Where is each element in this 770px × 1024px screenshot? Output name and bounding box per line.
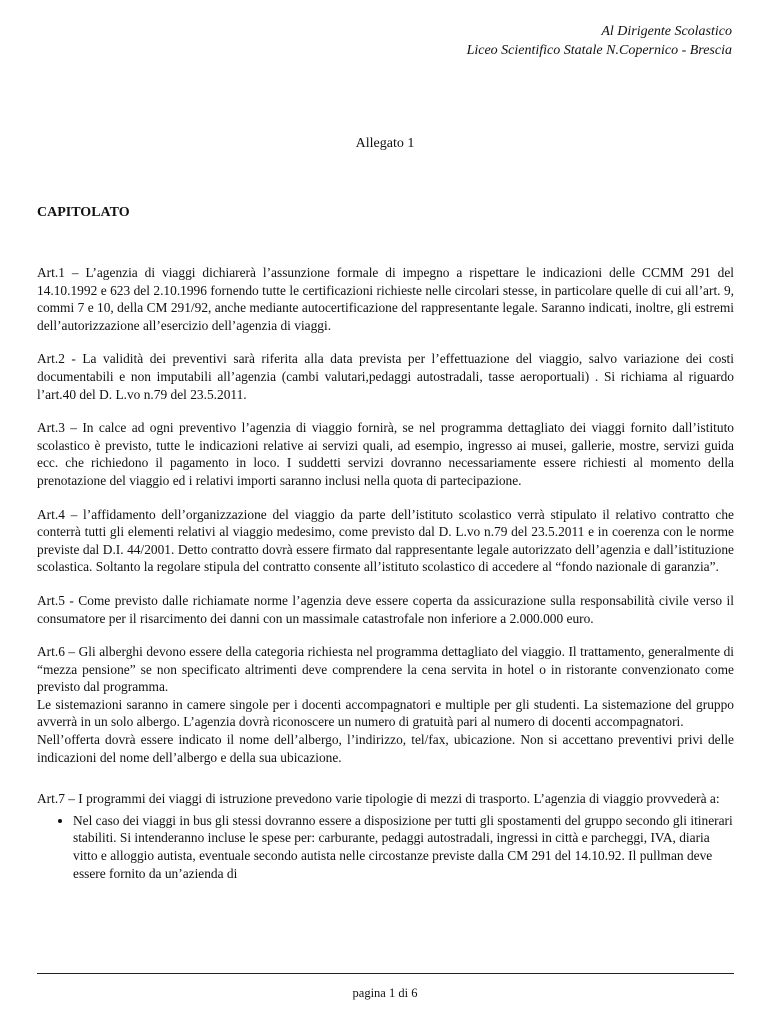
article-2: Art.2 - La validità dei preventivi sarà riferita alla data prevista per l’effettuazione del viaggio, salvo variazione dei costi documentabili e non imputabili all’agenzia (cambi valutari,pedaggi autostradali, tasse aeroportuali) . Si richiama al riguardo l’art.40 del D. L.vo n.79 del 23.5.2011. [37, 351, 734, 402]
document-heading: CAPITOLATO [37, 205, 130, 220]
document-body [37, 264, 734, 882]
footer-divider [37, 973, 734, 974]
list-item: • Nel caso dei viaggi in bus gli stessi dovranno essere a disposizione per tutti gli spostamenti del gruppo secondo gli itinerari stabiliti. Si intenderanno incluse le spese per: carburante, pedaggi autostradali, ingressi in città e parcheggi, IVA, diaria vitto e alloggio autista, eventuale secondo autista nelle circostanze previste dalla CM 291 del 14.10.92. Il pullman deve essere fornito da un’azienda di [73, 812, 734, 882]
article-3: Art.3 – In calce ad ogni preventivo l’agenzia di viaggio fornirà, se nel programma dettagliato dei viaggi fornito dall’istituto scolastico è previsto, tutte le indicazioni relative ai servizi quali, ad esempio, ingresso ai musei, gallerie, mostre, servizi guida ecc. che richiedono il pagamento in loco. I suddetti servizi dovranno necessariamente essere richiesti al momento della prenotazione del viaggio ed i relativi importi saranno inclusi nella quota di partecipazione. [37, 420, 734, 488]
article-6-paragraph-3: Nell’offerta dovrà essere indicato il nome dell’albergo, l’indirizzo, tel/fax, ubicazione. Non si accettano preventivi privi delle indicazioni del nome dell’albergo e della sua ubicazione. [37, 732, 734, 765]
article-6-paragraph-1: Art.6 – Gli alberghi devono essere della categoria richiesta nel programma dettagliato del viaggio. Il trattamento, generalmente di “mezza pensione” se non specificato altrimenti deve comprendere la cena servita in hotel o in ristorante convenzionato come previsto dal programma. [37, 644, 734, 695]
addressee-line-1: Al Dirigente Scolastico [601, 24, 732, 39]
article-7: Art.7 – I programmi dei viaggi di istruzione prevedono varie tipologie di mezzi di trasporto. L’agenzia di viaggio provvederà a: [37, 791, 720, 807]
allegato-label: Allegato 1 [355, 136, 415, 151]
article-1: Art.1 – L’agenzia di viaggi dichiarerà l’assunzione formale di impegno a rispettare le indicazioni delle CCMM 291 del 14.10.1992 e 623 del 2.10.1996 fornendo tutte le certificazioni richieste nelle circolari stesse, in particolare quelle di cui all’art. 9, commi 7 e 10, della CM 291/92, anche mediante autocertificazione del rappresentante legale. Saranno indicati, inoltre, gli estremi dell’autorizzazione all’esercizio dell’agenzia di viaggi. [37, 265, 734, 333]
page-number: pagina 1 di 6 [352, 986, 418, 1000]
addressee-block [467, 22, 732, 60]
addressee-line-2: Liceo Scientifico Statale N.Copernico - Brescia [466, 43, 732, 58]
article-4: Art.4 – l’affidamento dell’organizzazione del viaggio da parte dell’istituto scolastico verrà stipulato il relativo contratto che conterrà tutti gli elementi relativi al viaggio medesimo, come previsto dal D. L.vo n.79 del 23.5.2011 e in coerenza con le norme previste dal D.I. 44/2001. Detto contratto dovrà essere firmato dal rappresentante legale autorizzato dell’agenzia e dall’istituzione scolastica. Soltanto la regolare stipula del contratto consente all’istituto scolastico di accedere al “fondo nazionale di garanzia”. [37, 506, 734, 575]
article-7-list [37, 812, 734, 882]
article-5: Art.5 - Come previsto dalle richiamate norme l’agenzia deve essere coperta da assicurazione sulla responsabilità civile verso il consumatore per il risarcimento dei danni con un massimale catastrofale non inferiore a 2.000.000 euro. [37, 592, 734, 626]
article-6-paragraph-2: Le sistemazioni saranno in camere singole per i docenti accompagnatori e multiple per gli studenti. La sistemazione del gruppo avverrà in un solo albergo. L’agenzia dovrà riconoscere un numero di gratuità pari al numero di docenti accompagnatori. [37, 696, 734, 730]
